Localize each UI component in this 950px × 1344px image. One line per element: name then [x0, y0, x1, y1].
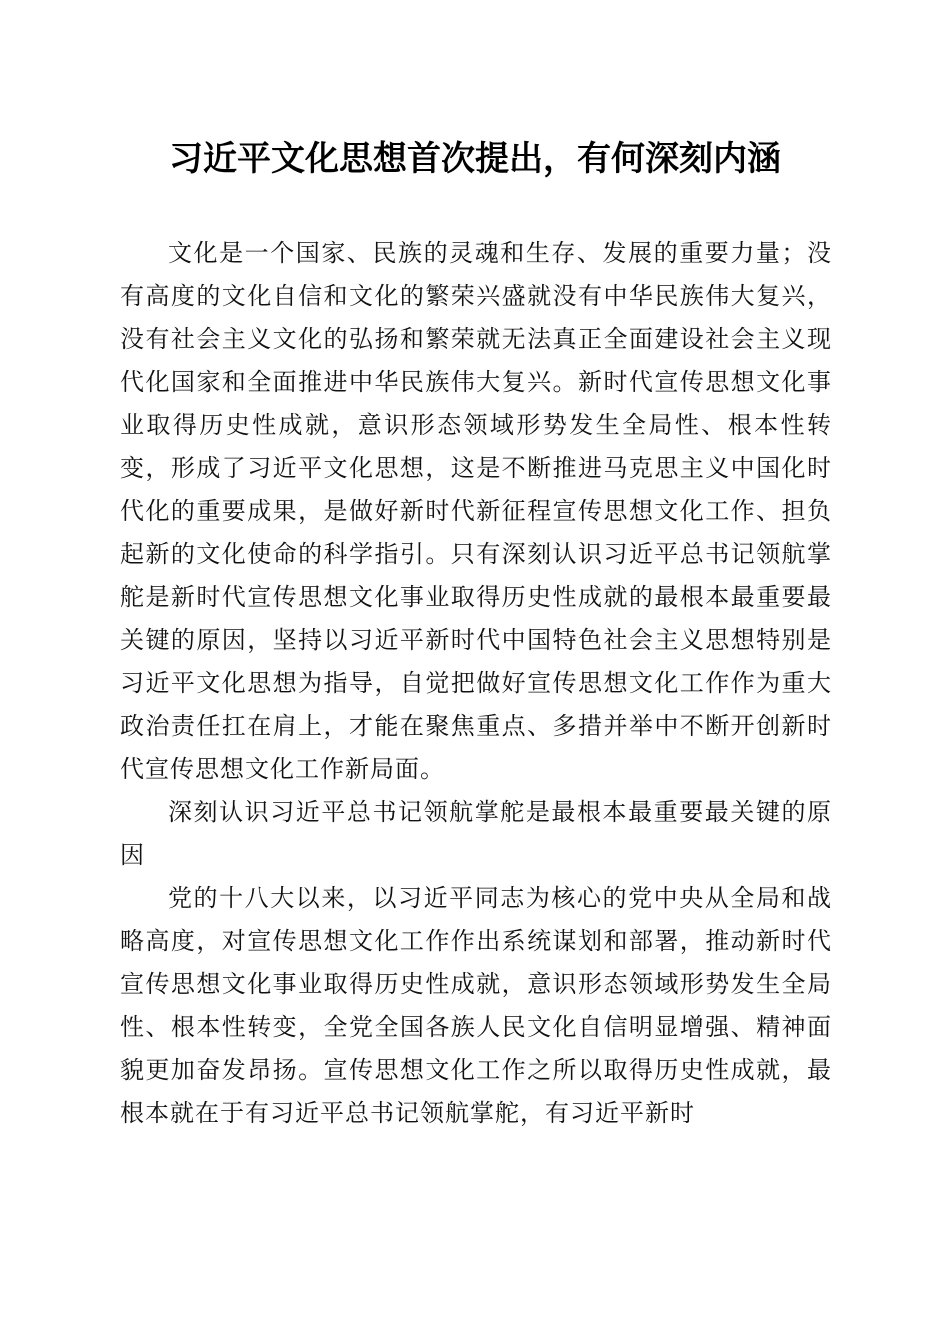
- paragraph-section-1: 党的十八大以来，以习近平同志为核心的党中央从全局和战略高度，对宣传思想文化工作作出系统谋划和部署，推动新时代宣传思想文化事业取得历史性成就，意识形态领域形势发生全局性、根本性转变，全党全国各族人民文化自信明显增强、精神面貌更加奋发昂扬。宣传思想文化工作之所以取得历史性成就，最根本就在于有习近平总书记领航掌舵，有习近平新时: [120, 884, 832, 1127]
- paragraph-intro: 文化是一个国家、民族的灵魂和生存、发展的重要力量；没有高度的文化自信和文化的繁荣兴盛就没有中华民族伟大复兴，没有社会主义文化的弘扬和繁荣就无法真正全面建设社会主义现代化国家和全面推进中华民族伟大复兴。新时代宣传思想文化事业取得历史性成就，意识形态领域形势发生全局性、根本性转变，形成了习近平文化思想，这是不断推进马克思主义中国化时代化的重要成果，是做好新时代新征程宣传思想文化工作、担负起新的文化使命的科学指引。只有深刻认识习近平总书记领航掌舵是新时代宣传思想文化事业取得历史性成就的最根本最重要最关键的原因，坚持以习近平新时代中国特色社会主义思想特别是习近平文化思想为指导，自觉把做好宣传思想文化工作作为重大政治责任扛在肩上，才能在聚焦重点、多措并举中不断开创新时代宣传思想文化工作新局面。: [120, 239, 832, 783]
- document-title: 习近平文化思想首次提出，有何深刻内涵: [169, 139, 781, 179]
- document-body: [120, 232, 832, 1135]
- section-heading: 深刻认识习近平总书记领航掌舵是最根本最重要最关键的原因: [120, 798, 832, 869]
